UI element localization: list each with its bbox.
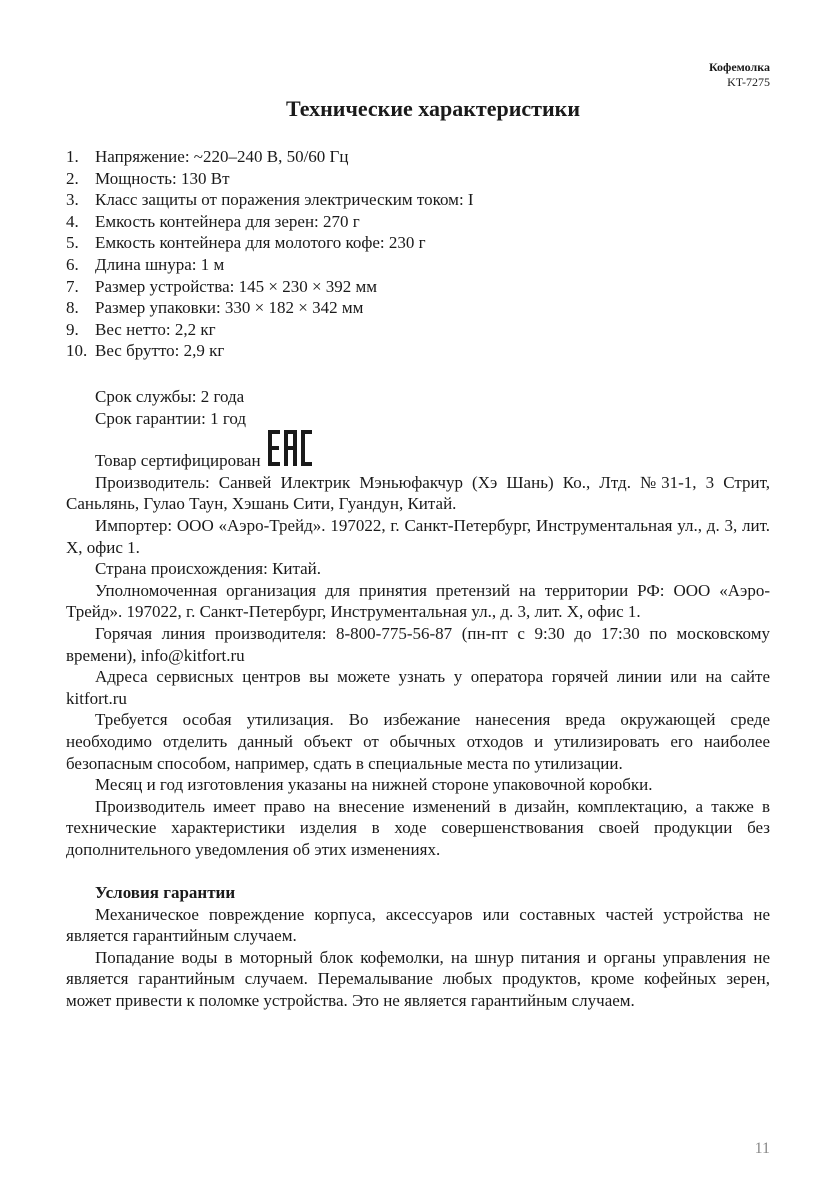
spec-number: 10.: [66, 341, 88, 361]
certification-line: [66, 429, 770, 472]
service-life: Срок службы: 2 года: [95, 387, 245, 406]
warranty-term: Срок гарантии: 1 год: [95, 408, 247, 428]
spec-item: [66, 340, 776, 362]
eac-logo-icon: [267, 429, 313, 473]
spec-text: Класс защиты от поражения электрическим током: I: [95, 190, 474, 210]
spec-list: [66, 146, 776, 362]
importer-paragraph: Импортер: ООО «Аэро-Трейд». 197022, г. Санкт-Петербург, Инструментальная ул., д. 3, лит. Х, офис 1.: [66, 515, 770, 557]
spec-text: Емкость контейнера для молотого кофе: 230 г: [95, 233, 426, 253]
spec-item: [66, 168, 776, 190]
spec-item: [66, 276, 776, 298]
spec-text: Емкость контейнера для зерен: 270 г: [95, 211, 360, 231]
section-title: Технические характеристики: [285, 96, 581, 121]
spec-text: Размер устройства: 145 × 230 × 392 мм: [95, 276, 378, 296]
warranty-heading: Условия гарантии: [95, 883, 236, 903]
spec-number: 8.: [66, 298, 79, 318]
product-name: Кофемолка: [708, 60, 770, 74]
spec-text: Размер упаковки: 330 × 182 × 342 мм: [95, 298, 364, 318]
page-number: 11: [754, 1140, 770, 1157]
spec-number: 9.: [66, 319, 79, 339]
certified-text: Товар сертифицирован: [95, 451, 261, 471]
spec-item: [66, 211, 776, 233]
spec-number: 4.: [66, 211, 79, 231]
spec-item: [66, 254, 776, 276]
country-paragraph: Страна происхождения: Китай.: [95, 559, 322, 579]
model-number: KT-7275: [727, 75, 770, 89]
spec-text: Длина шнура: 1 м: [95, 254, 225, 274]
spec-text: Напряжение: ~220–240 В, 50/60 Гц: [95, 147, 349, 166]
spec-item: [66, 232, 776, 254]
spec-number: 6.: [66, 254, 79, 274]
authorized-org-paragraph: Уполномоченная организация для принятия претензий на территории РФ: ООО «Аэро-Трейд». 197022, г. Санкт-Петербург, Инструментальная ул., д. 3, лит. Х, офис 1.: [66, 580, 770, 622]
spec-item: [66, 146, 776, 168]
spec-item: [66, 297, 776, 319]
service-centers-paragraph: Адреса сервисных центров вы можете узнать у оператора горячей линии или на сайте kitfort.ru: [66, 667, 770, 708]
body-text: [66, 386, 770, 1012]
spec-number: 3.: [66, 190, 79, 210]
spec-text: Мощность: 130 Вт: [95, 168, 230, 188]
warranty-paragraph: Попадание воды в моторный блок кофемолки, на шнур питания и органы управления не является гарантийным случаем. Перемалывание любых продуктов, кроме кофейных зерен, может привести к поломке устройства. Это не является гарантийным случаем.: [66, 947, 770, 1011]
spec-number: 2.: [66, 168, 79, 188]
disposal-paragraph: Требуется особая утилизация. Во избежание нанесения вреда окружающей среде необходимо отделить данный объект от обычных отходов и утилизировать его наиболее безопасным способом, например, сдать в специальные места по утилизации.: [66, 710, 770, 773]
spec-text: Вес брутто: 2,9 кг: [95, 341, 225, 361]
page-header: [709, 60, 770, 90]
warranty-paragraph: Механическое повреждение корпуса, аксессуаров или составных частей устройства не является гарантийным случаем.: [66, 904, 770, 946]
changes-paragraph: Производитель имеет право на внесение изменений в дизайн, комплектацию, а также в технические характеристики изделия в ходе совершенствования своей продукции без дополнительного уведомления об этих изменениях.: [66, 796, 770, 859]
spec-text: Вес нетто: 2,2 кг: [95, 319, 216, 339]
manufacture-date-paragraph: Месяц и год изготовления указаны на нижней стороне упаковочной коробки.: [95, 775, 653, 795]
spec-item: [66, 319, 776, 341]
manufacturer-paragraph: Производитель: Санвей Илектрик Мэньюфакчур (Хэ Шань) Ко., Лтд. №31-1, 3 Стрит, Саньлянь, Гулао Таун, Хэшань Сити, Гуандун, Китай.: [66, 472, 770, 514]
spec-number: 1.: [66, 147, 79, 166]
hotline-paragraph: Горячая линия производителя: 8-800-775-56-87 (пн-пт с 9:30 до 17:30 по московскому времени), info@kitfort.ru: [66, 623, 770, 665]
spec-number: 7.: [66, 276, 79, 296]
spec-number: 5.: [66, 233, 79, 253]
spec-item: [66, 189, 776, 211]
